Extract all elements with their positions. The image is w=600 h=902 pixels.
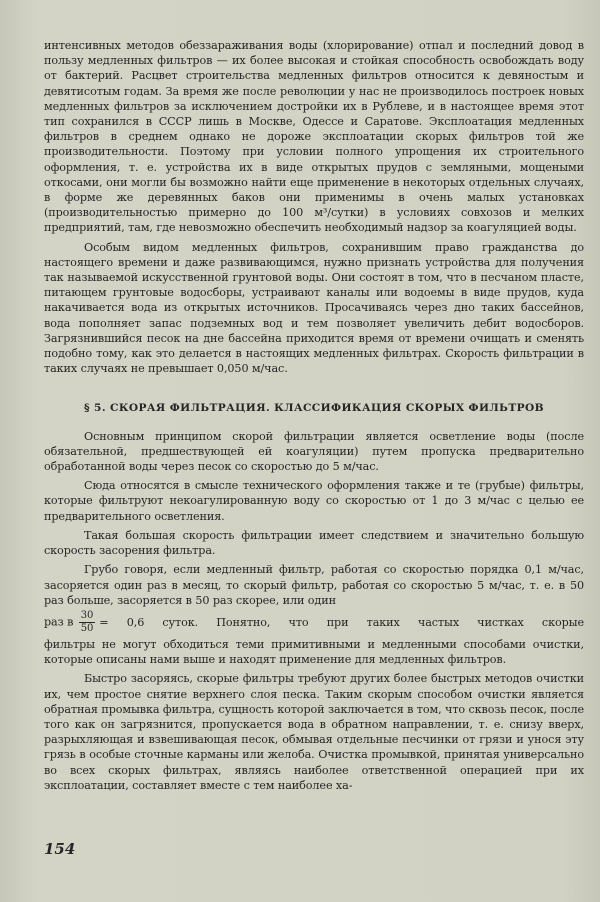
paragraph: фильтры не могут обходиться теми примитивными и медленными способами очистки, которые описаны нами выше и находят применение для медленных фильтров.	[44, 637, 584, 667]
paragraph: Грубо говоря, если медленный фильтр, работая со скоростью порядка 0,1 м/час, засоряется один раз в месяц, то скорый фильтр, работая со скоростью 5 м/час, т. е. в 50 раз больше, засоряется в 50 раз скорее, или один	[44, 563, 584, 607]
fraction-denominator: 50	[80, 622, 94, 634]
fraction	[79, 610, 96, 635]
section-heading: § 5. СКОРАЯ ФИЛЬТРАЦИЯ. КЛАССИФИКАЦИЯ СКОРЫХ ФИЛЬТРОВ	[84, 402, 544, 415]
text-block	[44, 38, 584, 793]
paragraph: Особым видом медленных фильтров, сохранившим право гражданства до настоящего времени и даже развивающимся, нужно признать устройства для получения так называемой искусственной грунтовой воды. Они состоят в том, что в песчаном пласте, питающем грунтовые водосборы, устраивают каналы или водоемы в виде прудов, куда накачивается вода из открытых источников. Просачиваясь через дно таких бассейнов, вода пополняет запас подземных вод и тем позволяет увеличить дебит водосборов. Загрязнившийся песок на дне бассейна приходится время от времени очищать и сменять подобно тому, как это делается в настоящих медленных фильтрах. Скорость фильтрации в таких случаях не превышает 0,050 м/час.	[44, 240, 584, 376]
paragraph: Быстро засоряясь, скорые фильтры требуют других более быстрых методов очистки их, чем простое снятие верхнего слоя песка. Таким скорым способом очистки является обратная промывка фильтра, сущность которой заключается в том, что сквозь песок, после того как он загрязнится, пропускается вода в обратном направлении, т. е. снизу вверх, разрыхляющая и взвешивающая песок, обмывая отдельные песчинки от грязи и унося эту грязь в особые сточные карманы или желоба. Очистка промывкой, принятая универсально во всех скорых фильтрах, являясь наиболее ответственной операцией при их эксплоатации, составляет вместе с тем наиболее ха-	[44, 672, 585, 792]
formula-suffix: = 0,6 суток. Понятно, что при таких частых чистках скорые	[99, 615, 584, 629]
paragraph: интенсивных методов обеззараживания воды (хлорирование) отпал и последний довод в пользу медленных фильтров — их более высокая и стойкая способность освобождать воду от бактерий. Расцвет строительства медленных фильтров относится к девяностым и девятисотым годам. За время же после революции у нас не производилось построек новых медленных фильтров за исключением достройки их в Рублеве, и в настоящее время этот тип сохранился в СССР лишь в Москве, Одессе и Саратове. Эксплоатация медленных фильтров в среднем однако не дороже эксплоатации скорых фильтров той же производительности. Поэтому при условии полного упрощения их строительного оформления, т. е. устройства их в виде открытых прудов с земляными, мощеными откосами, они могли бы возможно найти еще применение в некоторых отдельных случаях, в форме же деревянных баков они применимы в очень малых установках (производительностью примерно до 100 м³/сутки) в условиях совхозов и мелких предприятий, там, где невозможно обеспечить необходимый надзор за коагуляцией воды.	[44, 39, 584, 235]
fraction-numerator: 30	[80, 609, 94, 621]
formula-line	[44, 610, 584, 635]
paragraph: Сюда относятся в смысле технического оформления также и те (грубые) фильтры, которые фильтруют некоагулированную воду со скоростью от 1 до 3 м/час с целью ее предварительного осветления.	[44, 479, 584, 523]
page-number: 154	[44, 840, 76, 858]
paragraph: Такая большая скорость фильтрации имеет следствием и значительно большую скорость засорения фильтра.	[44, 528, 584, 558]
paragraph: Основным принципом скорой фильтрации является осветление воды (после обязательной, предшествующей ей коагуляции) путем пропуска предварительно обработанной воды через песок со скоростью до 5 м/час.	[44, 429, 584, 474]
formula-prefix: раз в	[44, 615, 74, 629]
